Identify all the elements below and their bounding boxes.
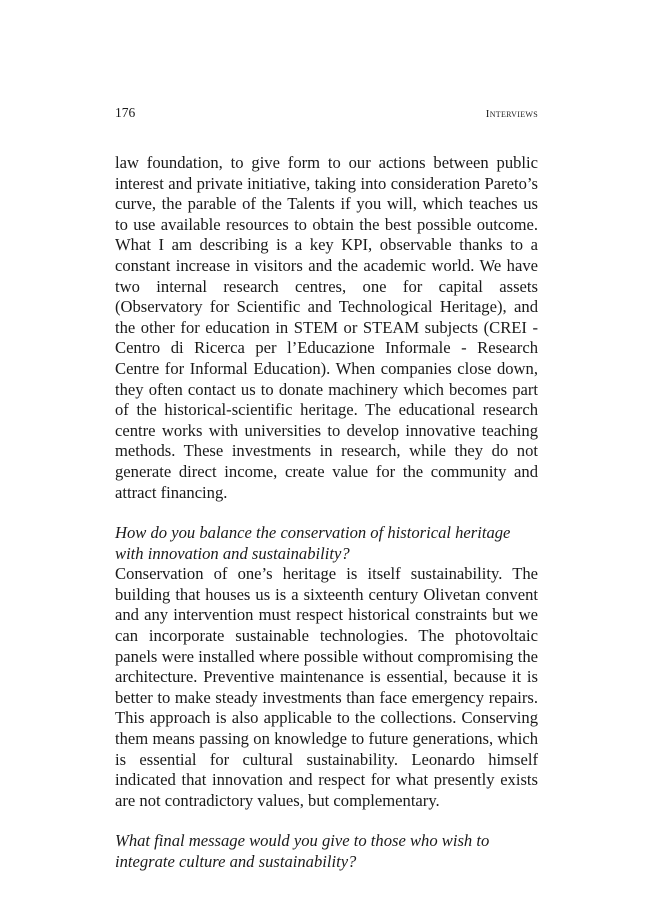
page-number: 176 [115,105,136,120]
section-title: Interviews [485,108,538,120]
answer-paragraph-2: Conservation of one’s heritage is itself sustainability. The building that houses us is a sixteenth century Olivetan convent and any intervention must respect historical constraints but we can incorporate sustainable technologies. The photovoltaic panels were installed where possible without compromising the architecture. Preventive maintenance is essential, because it is better to make steady investments than face emergency repairs. This approach is also applicable to the collections. Conserving them means passing on knowledge to future generations, which is essential for cultural sustainability. Leonardo himself indicated that innovation and respect for what presently exists are not contradictory values, but complementary. [115,564,538,810]
running-head [115,105,538,125]
interview-question-2: What final message would you give to those who wish to integrate culture and sustainability? [115,831,490,871]
book-page [115,105,538,873]
answer-paragraph-1: law foundation, to give form to our actions between public interest and private initiative, taking into consideration Pareto’s curve, the parable of the Talents if you will, which teaches us to use available resources to obtain the best possible outcome. What I am describing is a key KPI, observable thanks to a constant increase in visitors and the academic world. We have two internal research centres, one for capital assets (Observatory for Scientific and Technological Heritage), and the other for education in STEM or STEAM subjects (CREI - Centro di Ricerca per l’Educazione Informale - Research Centre for Informal Education). When companies close down, they often contact us to donate machinery which becomes part of the historical-scientific heritage. The educational research centre works with universities to develop innovative teaching methods. These investments in research, while they do not generate direct income, create value for the community and attract financing. [115,153,538,502]
interview-question-1: How do you balance the conservation of historical heritage with innovation and sustainability? [115,523,511,563]
paragraph-spacer [115,811,538,831]
paragraph-spacer [115,503,538,523]
